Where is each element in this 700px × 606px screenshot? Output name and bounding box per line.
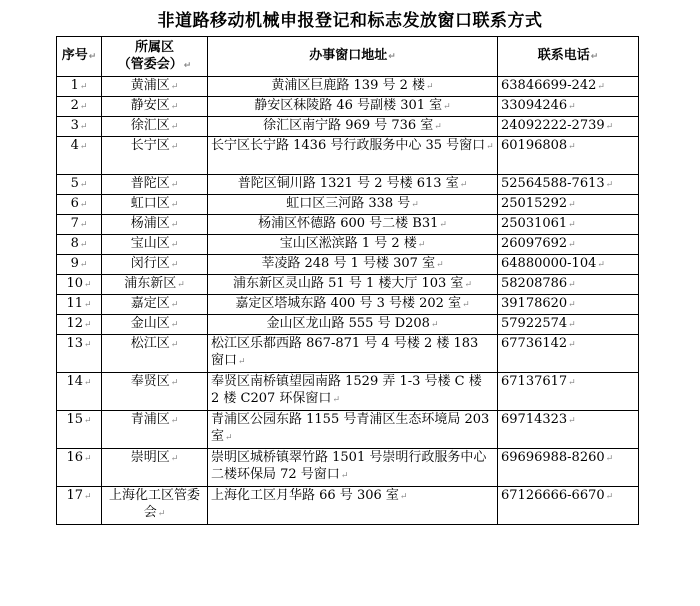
table-row bbox=[57, 335, 639, 373]
document-title: 非道路移动机械申报登记和标志发放窗口联系方式 bbox=[157, 11, 543, 31]
table-row bbox=[57, 235, 639, 255]
row-number: 2↵ bbox=[57, 97, 102, 117]
row-district: 闵行区↵ bbox=[102, 255, 208, 275]
row-number: 8↵ bbox=[57, 235, 102, 255]
row-phone: 67137617↵ bbox=[498, 373, 639, 411]
header-district-line2: （管委会）↵ bbox=[117, 56, 192, 72]
header-district bbox=[102, 37, 208, 77]
row-number: 9↵ bbox=[57, 255, 102, 275]
row-number: 12↵ bbox=[57, 315, 102, 335]
row-number: 3↵ bbox=[57, 117, 102, 137]
table-row bbox=[57, 275, 639, 295]
table-row bbox=[57, 175, 639, 195]
row-district: 崇明区↵ bbox=[102, 449, 208, 487]
row-address: 崇明区城桥镇翠竹路 1501 号崇明行政服务中心二楼环保局 72 号窗口↵ bbox=[208, 449, 498, 487]
row-number: 13↵ bbox=[57, 335, 102, 373]
row-address: 金山区龙山路 555 号 D208↵ bbox=[208, 315, 498, 335]
row-address: 杨浦区怀德路 600 号二楼 B31↵ bbox=[208, 215, 498, 235]
row-district: 上海化工区管委会↵ bbox=[102, 487, 208, 525]
header-address: 办事窗口地址↵ bbox=[208, 37, 498, 77]
table-row bbox=[57, 315, 639, 335]
row-district: 徐汇区↵ bbox=[102, 117, 208, 137]
row-address: 奉贤区南桥镇望园南路 1529 弄 1-3 号楼 C 楼 2 楼 C207 环保窗口↵ bbox=[208, 373, 498, 411]
row-phone: 24092222-2739↵ bbox=[498, 117, 639, 137]
table-row bbox=[57, 255, 639, 275]
row-phone: 63846699-242↵ bbox=[498, 77, 639, 97]
row-district: 长宁区↵ bbox=[102, 137, 208, 175]
row-phone: 33094246↵ bbox=[498, 97, 639, 117]
row-address: 虹口区三河路 338 号↵ bbox=[208, 195, 498, 215]
table-row bbox=[57, 137, 639, 175]
table-row bbox=[57, 97, 639, 117]
table-row bbox=[57, 411, 639, 449]
row-phone: 58208786↵ bbox=[498, 275, 639, 295]
row-number: 16↵ bbox=[57, 449, 102, 487]
row-address: 宝山区淞滨路 1 号 2 楼↵ bbox=[208, 235, 498, 255]
row-address: 黄浦区巨鹿路 139 号 2 楼↵ bbox=[208, 77, 498, 97]
table-body bbox=[57, 77, 639, 525]
row-district: 静安区↵ bbox=[102, 97, 208, 117]
row-phone: 60196808↵ bbox=[498, 137, 639, 175]
row-phone: 69696988-8260↵ bbox=[498, 449, 639, 487]
row-address: 徐汇区南宁路 969 号 736 室↵ bbox=[208, 117, 498, 137]
row-address: 普陀区铜川路 1321 号 2 号楼 613 室↵ bbox=[208, 175, 498, 195]
row-address: 莘凌路 248 号 1 号楼 307 室↵ bbox=[208, 255, 498, 275]
row-number: 4↵ bbox=[57, 137, 102, 175]
row-address: 上海化工区月华路 66 号 306 室↵ bbox=[208, 487, 498, 525]
row-number: 15↵ bbox=[57, 411, 102, 449]
table-row bbox=[57, 195, 639, 215]
table-row bbox=[57, 487, 639, 525]
row-district: 黄浦区↵ bbox=[102, 77, 208, 97]
contact-table bbox=[56, 36, 639, 525]
row-phone: 64880000-104↵ bbox=[498, 255, 639, 275]
row-number: 11↵ bbox=[57, 295, 102, 315]
row-phone: 26097692↵ bbox=[498, 235, 639, 255]
table-header-row bbox=[57, 37, 639, 77]
row-district: 宝山区↵ bbox=[102, 235, 208, 255]
row-phone: 25015292↵ bbox=[498, 195, 639, 215]
row-number: 7↵ bbox=[57, 215, 102, 235]
row-phone: 69714323↵ bbox=[498, 411, 639, 449]
row-number: 6↵ bbox=[57, 195, 102, 215]
row-address: 嘉定区塔城东路 400 号 3 号楼 202 室↵ bbox=[208, 295, 498, 315]
row-district: 杨浦区↵ bbox=[102, 215, 208, 235]
row-district: 奉贤区↵ bbox=[102, 373, 208, 411]
table-row bbox=[57, 117, 639, 137]
table-row bbox=[57, 449, 639, 487]
row-address: 浦东新区灵山路 51 号 1 楼大厅 103 室↵ bbox=[208, 275, 498, 295]
table-row bbox=[57, 295, 639, 315]
row-address: 青浦区公园东路 1155 号青浦区生态环境局 203 室↵ bbox=[208, 411, 498, 449]
row-address: 静安区秣陵路 46 号副楼 301 室↵ bbox=[208, 97, 498, 117]
row-address: 长宁区长宁路 1436 号行政服务中心 35 号窗口↵ bbox=[208, 137, 498, 175]
row-district: 嘉定区↵ bbox=[102, 295, 208, 315]
header-phone: 联系电话↵ bbox=[498, 37, 639, 77]
row-district: 浦东新区↵ bbox=[102, 275, 208, 295]
row-district: 虹口区↵ bbox=[102, 195, 208, 215]
row-number: 10↵ bbox=[57, 275, 102, 295]
row-number: 17↵ bbox=[57, 487, 102, 525]
row-phone: 67126666-6670↵ bbox=[498, 487, 639, 525]
row-district: 青浦区↵ bbox=[102, 411, 208, 449]
row-phone: 39178620↵ bbox=[498, 295, 639, 315]
row-number: 5↵ bbox=[57, 175, 102, 195]
row-number: 14↵ bbox=[57, 373, 102, 411]
table-row bbox=[57, 373, 639, 411]
row-phone: 52564588-7613↵ bbox=[498, 175, 639, 195]
row-number: 1↵ bbox=[57, 77, 102, 97]
header-no: 序号↵ bbox=[57, 37, 102, 77]
row-district: 金山区↵ bbox=[102, 315, 208, 335]
row-district: 松江区↵ bbox=[102, 335, 208, 373]
row-address: 松江区乐都西路 867-871 号 4 号楼 2 楼 183 窗口↵ bbox=[208, 335, 498, 373]
row-district: 普陀区↵ bbox=[102, 175, 208, 195]
row-phone: 57922574↵ bbox=[498, 315, 639, 335]
table-row bbox=[57, 77, 639, 97]
row-phone: 25031061↵ bbox=[498, 215, 639, 235]
row-phone: 67736142↵ bbox=[498, 335, 639, 373]
header-district-line1: 所属区 bbox=[134, 39, 174, 55]
table-row bbox=[57, 215, 639, 235]
